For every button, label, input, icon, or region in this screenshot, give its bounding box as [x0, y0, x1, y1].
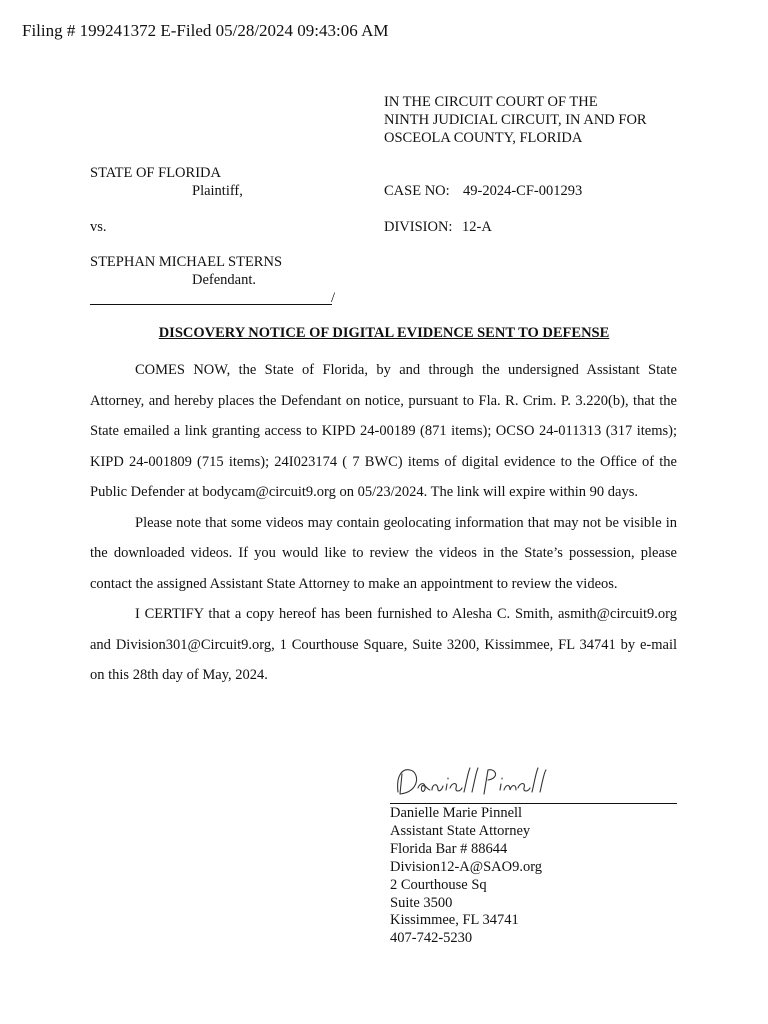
handwritten-signature [392, 762, 552, 804]
versus-label: vs. [90, 219, 107, 235]
signer-address-1: 2 Courthouse Sq [390, 876, 487, 893]
division-label: DIVISION: [384, 219, 453, 235]
signer-address-3: Kissimmee, FL 34741 [390, 912, 519, 929]
signer-bar-number: Florida Bar # 88644 [390, 840, 508, 857]
court-line-3: OSCEOLA COUNTY, FLORIDA [384, 130, 583, 146]
defendant-role: Defendant. [192, 272, 257, 288]
plaintiff-role: Plaintiff, [192, 183, 243, 199]
signer-name: Danielle Marie Pinnell [390, 805, 523, 821]
signer-email: Division12-A@SAO9.org [390, 858, 543, 875]
document-title: DISCOVERY NOTICE OF DIGITAL EVIDENCE SENT TO DEFENSE [158, 325, 610, 341]
body-paragraph-2: Please note that some videos may contain geolocating information that may not be visible in the downloaded videos. If you would like to review the videos in the State’s possession, please contact the assigned Assistant State Attorney to make an appointment to review the videos. [90, 514, 677, 592]
court-header [384, 93, 647, 147]
body-paragraph-1: COMES NOW, the State of Florida, by and through the undersigned Assistant State Attorney, and hereby places the Defendant on notice, pursuant to Fla. R. Crim. P. 3.220(b), that the State emailed a link granting access to KIPD 24-00189 (871 items); OCSO 24-011313 (317 items); KIPD 24-001809 (715 items); 24I023174 ( 7 BWC) items of digital evidence to the Office of the Public Defender at bodycam@circuit9.org on 05/23/2024. The link will expire within 90 days. [90, 362, 677, 500]
signature-line [390, 803, 677, 804]
caption-rule [90, 304, 332, 305]
filing-stamp: Filing # 199241372 E-Filed 05/28/2024 09:43:06 AM [22, 21, 389, 40]
signer-block [390, 805, 542, 948]
case-number-label: CASE NO: [384, 183, 450, 199]
court-line-1: IN THE CIRCUIT COURT OF THE [384, 94, 598, 110]
signer-phone: 407-742-5230 [390, 930, 473, 947]
signer-title: Assistant State Attorney [390, 822, 531, 839]
signer-address-2: Suite 3500 [390, 894, 453, 911]
document-body [90, 355, 677, 691]
case-number: 49-2024-CF-001293 [463, 183, 583, 199]
plaintiff-name: STATE OF FLORIDA [90, 165, 221, 181]
court-line-2: NINTH JUDICIAL CIRCUIT, IN AND FOR [384, 112, 647, 128]
defendant-name: STEPHAN MICHAEL STERNS [90, 254, 283, 270]
body-paragraph-3: I CERTIFY that a copy hereof has been furnished to Alesha C. Smith, asmith@circuit9.org and Division301@Circuit9.org, 1 Courthouse Square, Suite 3200, Kissimmee, FL 34741 by e-mail on this 28th day of May, 2024. [90, 606, 677, 683]
caption-rule-end: / [331, 290, 336, 306]
division-value: 12-A [462, 219, 492, 235]
